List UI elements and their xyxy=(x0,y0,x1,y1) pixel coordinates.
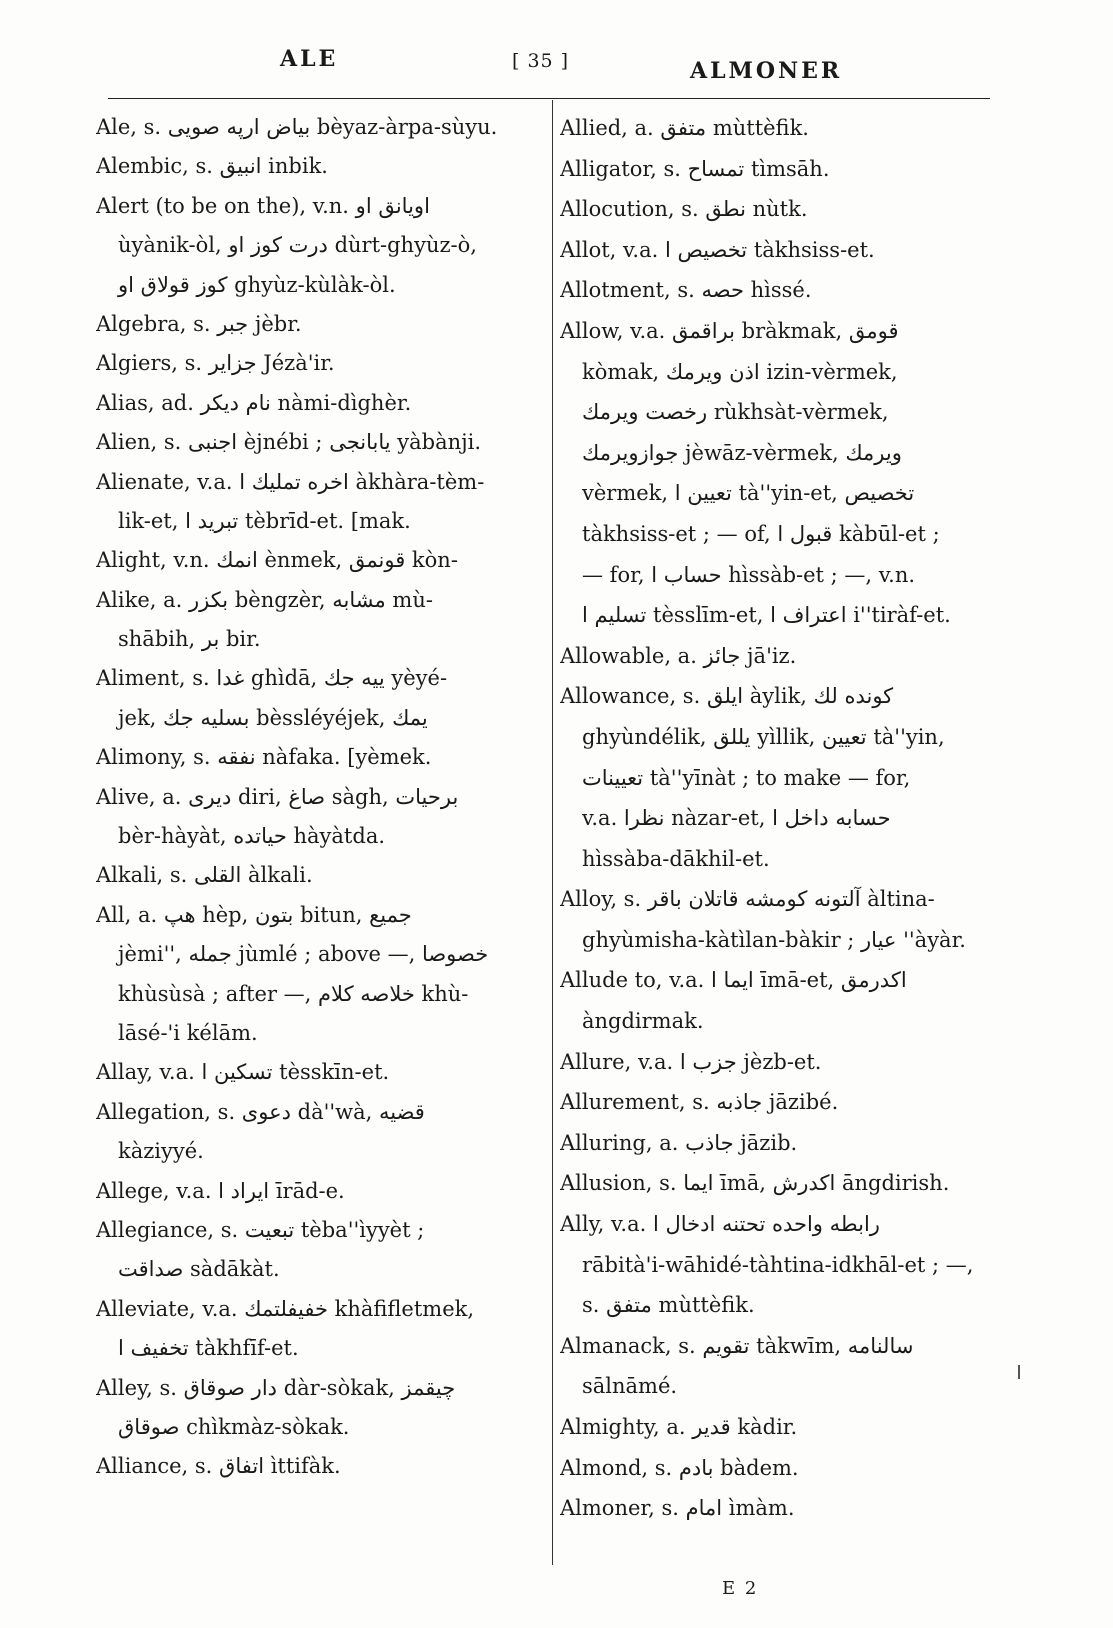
entry-line: Allay, v.a. تسكين ا tèsskīn-et. xyxy=(96,1060,390,1085)
entry-line: Alight, v.n. انمك ènmek, قونمق kòn- xyxy=(96,548,458,573)
header-rule xyxy=(108,98,990,99)
entry-line: Allot, v.a. تخصيص ا tàkhsiss-et. xyxy=(560,237,875,262)
entry-line: Alluring, a. جاذب jāzib. xyxy=(560,1130,798,1155)
entry-line: tàkhsiss-et ; — of, قبول ا kàbūl-et ; xyxy=(582,521,940,546)
margin-mark xyxy=(1018,1365,1020,1379)
entry-line: Alligator, s. تمساح tìmsāh. xyxy=(560,156,830,181)
running-head-right: ALMONER xyxy=(690,58,843,84)
entry-line: Allow, v.a. براقمق bràkmak, قومق xyxy=(560,318,899,343)
page-number: [ 35 ] xyxy=(512,50,570,72)
entry-line: All, a. هپ hèp, بتون bitun, جميع xyxy=(96,902,412,927)
entry-line: jèmi'', جمله jùmlé ; above —, خصوصا xyxy=(118,942,489,967)
entry-line: ùyànik-òl, درت كوز او dùrt-ghyùz-ò, xyxy=(118,233,477,258)
entry-line: Algiers, s. جزاير Jézà'ir. xyxy=(96,351,335,376)
entry-line: Ale, s. بياض ارپه صويى bèyaz-àrpa-sùyu. xyxy=(96,115,498,139)
entry-line: Alive, a. ديرى diri, صاغ sàgh, برحيات xyxy=(96,784,459,809)
entry-line: Alloy, s. آلتونه كومشه قاتلان باقر àltina- xyxy=(560,887,935,912)
entry-line: تسليم ا tèsslīm-et, اعتراف ا i''tiràf-et. xyxy=(582,603,951,628)
entry-line: ghyùmisha-kàtìlan-bàkir ; عيار ''àyàr. xyxy=(582,927,966,952)
entry-line: rābità'i-wāhidé-tàhtina-idkhāl-et ; —, xyxy=(582,1252,974,1277)
entry-line: كوز قولاق او ghyùz-kùlàk-òl. xyxy=(118,272,396,297)
column-divider xyxy=(552,100,553,1565)
entry-line: Allied, a. متفق mùttèfik. xyxy=(560,116,809,140)
entry-line: Alias, ad. نام ديكر nàmi-dìghèr. xyxy=(96,390,412,415)
entry-line: Almighty, a. قدير kàdir. xyxy=(560,1415,798,1439)
entry-line: Allowable, a. جائز jā'iz. xyxy=(560,643,797,668)
entry-line: ghyùndélik, يللق yìllik, تعيين tà''yin, xyxy=(582,724,945,749)
entry-line: Alleviate, v.a. خفيفلتمك khàfifletmek, xyxy=(96,1296,475,1321)
entry-line: shābih, بر bir. xyxy=(118,627,261,652)
entry-line: Allusion, s. ايما īmā, اكدرش āngdirish. xyxy=(560,1171,950,1196)
entry-line: Algebra, s. جبر jèbr. xyxy=(96,311,302,336)
entry-line: vèrmek, تعيين ا tà''yin-et, تخصيص xyxy=(582,481,915,506)
entry-line: àngdirmak. xyxy=(582,1009,704,1034)
entry-line: Alembic, s. انبيق inbik. xyxy=(96,154,328,179)
entry-line: Allurement, s. جاذبه jāzibé. xyxy=(560,1090,839,1115)
right-column xyxy=(560,108,992,1529)
entry-line: Alien, s. اجنبى èjnébi ; يابانجى yàbànji. xyxy=(96,430,482,455)
entry-line: bèr-hàyàt, حياتده hàyàtda. xyxy=(118,824,386,849)
entry-line: Allotment, s. حصه hìssé. xyxy=(560,278,812,303)
entry-line: Allege, v.a. ايراد ا īrād-e. xyxy=(96,1178,345,1203)
entry-line: khùsùsà ; after —, خلاصه كلام khù- xyxy=(118,981,469,1006)
entry-line: جوازويرمك jèwāz-vèrmek, ويرمك xyxy=(582,440,902,465)
left-column xyxy=(96,108,542,1487)
entry-line: Allegation, s. دعوى dà''wà, قضيه xyxy=(96,1099,425,1124)
signature-mark: E 2 xyxy=(722,1578,759,1599)
entry-line: s. متفق mùttèfik. xyxy=(582,1293,755,1318)
entry-line: رخصت ويرمك rùkhsàt-vèrmek, xyxy=(582,400,889,425)
entry-line: Alliance, s. اتفاق ìttifàk. xyxy=(96,1454,341,1479)
entry-line: Alike, a. بكزر bèngzèr, مشابه mù- xyxy=(96,587,433,612)
entry-line: Allude to, v.a. ايما ا īmā-et, اكدرمق xyxy=(560,968,907,993)
entry-line: Almoner, s. امام ìmàm. xyxy=(560,1496,795,1521)
entry-line: Allure, v.a. جزب ا jèzb-et. xyxy=(560,1049,822,1074)
entry-line: صداقت sàdākàt. xyxy=(118,1257,280,1282)
entry-line: Alkali, s. القلى àlkali. xyxy=(96,863,313,888)
entry-line: kàziyyé. xyxy=(118,1139,204,1164)
entry-line: jek, بسليه جك bèssléyéjek, يمك xyxy=(118,705,428,730)
entry-line: kòmak, اذن ويرمك izin-vèrmek, xyxy=(582,359,898,384)
entry-line: lik-et, تبريد ا tèbrīd-et. [mak. xyxy=(118,508,411,533)
entry-line: — for, حساب ا hìssàb-et ; —, v.n. xyxy=(582,562,916,587)
entry-line: lāsé-'i kélām. xyxy=(118,1020,258,1045)
entry-line: Alley, s. دار صوقاق dàr-sòkak, چيقمز xyxy=(96,1375,456,1400)
entry-line: hìssàba-dākhil-et. xyxy=(582,846,770,871)
entry-line: Alienate, v.a. اخره تمليك ا àkhàra-tèm- xyxy=(96,469,485,494)
entry-line: Allowance, s. ايلق àylik, كونده لك xyxy=(560,684,894,709)
entry-line: Aliment, s. غدا ghìdā, ييه جك yèyé- xyxy=(96,666,448,691)
entry-line: Alimony, s. نفقه nàfaka. [yèmek. xyxy=(96,745,432,770)
entry-line: Allegiance, s. تبعيت tèba''ìyyèt ; xyxy=(96,1217,425,1242)
entry-line: sālnāmé. xyxy=(582,1374,678,1399)
entry-line: Almanack, s. تقويم tàkwīm, سالنامه xyxy=(560,1333,914,1358)
entry-line: تعيينات tà''yīnàt ; to make — for, xyxy=(582,765,911,790)
entry-line: Ally, v.a. رابطه واحده تحتنه ادخال ا xyxy=(560,1212,880,1237)
entry-line: Allocution, s. نطق nùtk. xyxy=(560,197,808,222)
entry-line: v.a. نظرا nàzar-et, حسابه داخل ا xyxy=(582,806,891,831)
entry-line: Alert (to be on the), v.n. اويانق او xyxy=(96,193,430,218)
entry-line: Almond, s. بادم bàdem. xyxy=(560,1455,799,1480)
running-head-left: ALE xyxy=(280,46,339,72)
entry-line: تخفيف ا tàkhfīf-et. xyxy=(118,1336,299,1361)
entry-line: صوقاق chìkmàz-sòkak. xyxy=(118,1414,350,1439)
